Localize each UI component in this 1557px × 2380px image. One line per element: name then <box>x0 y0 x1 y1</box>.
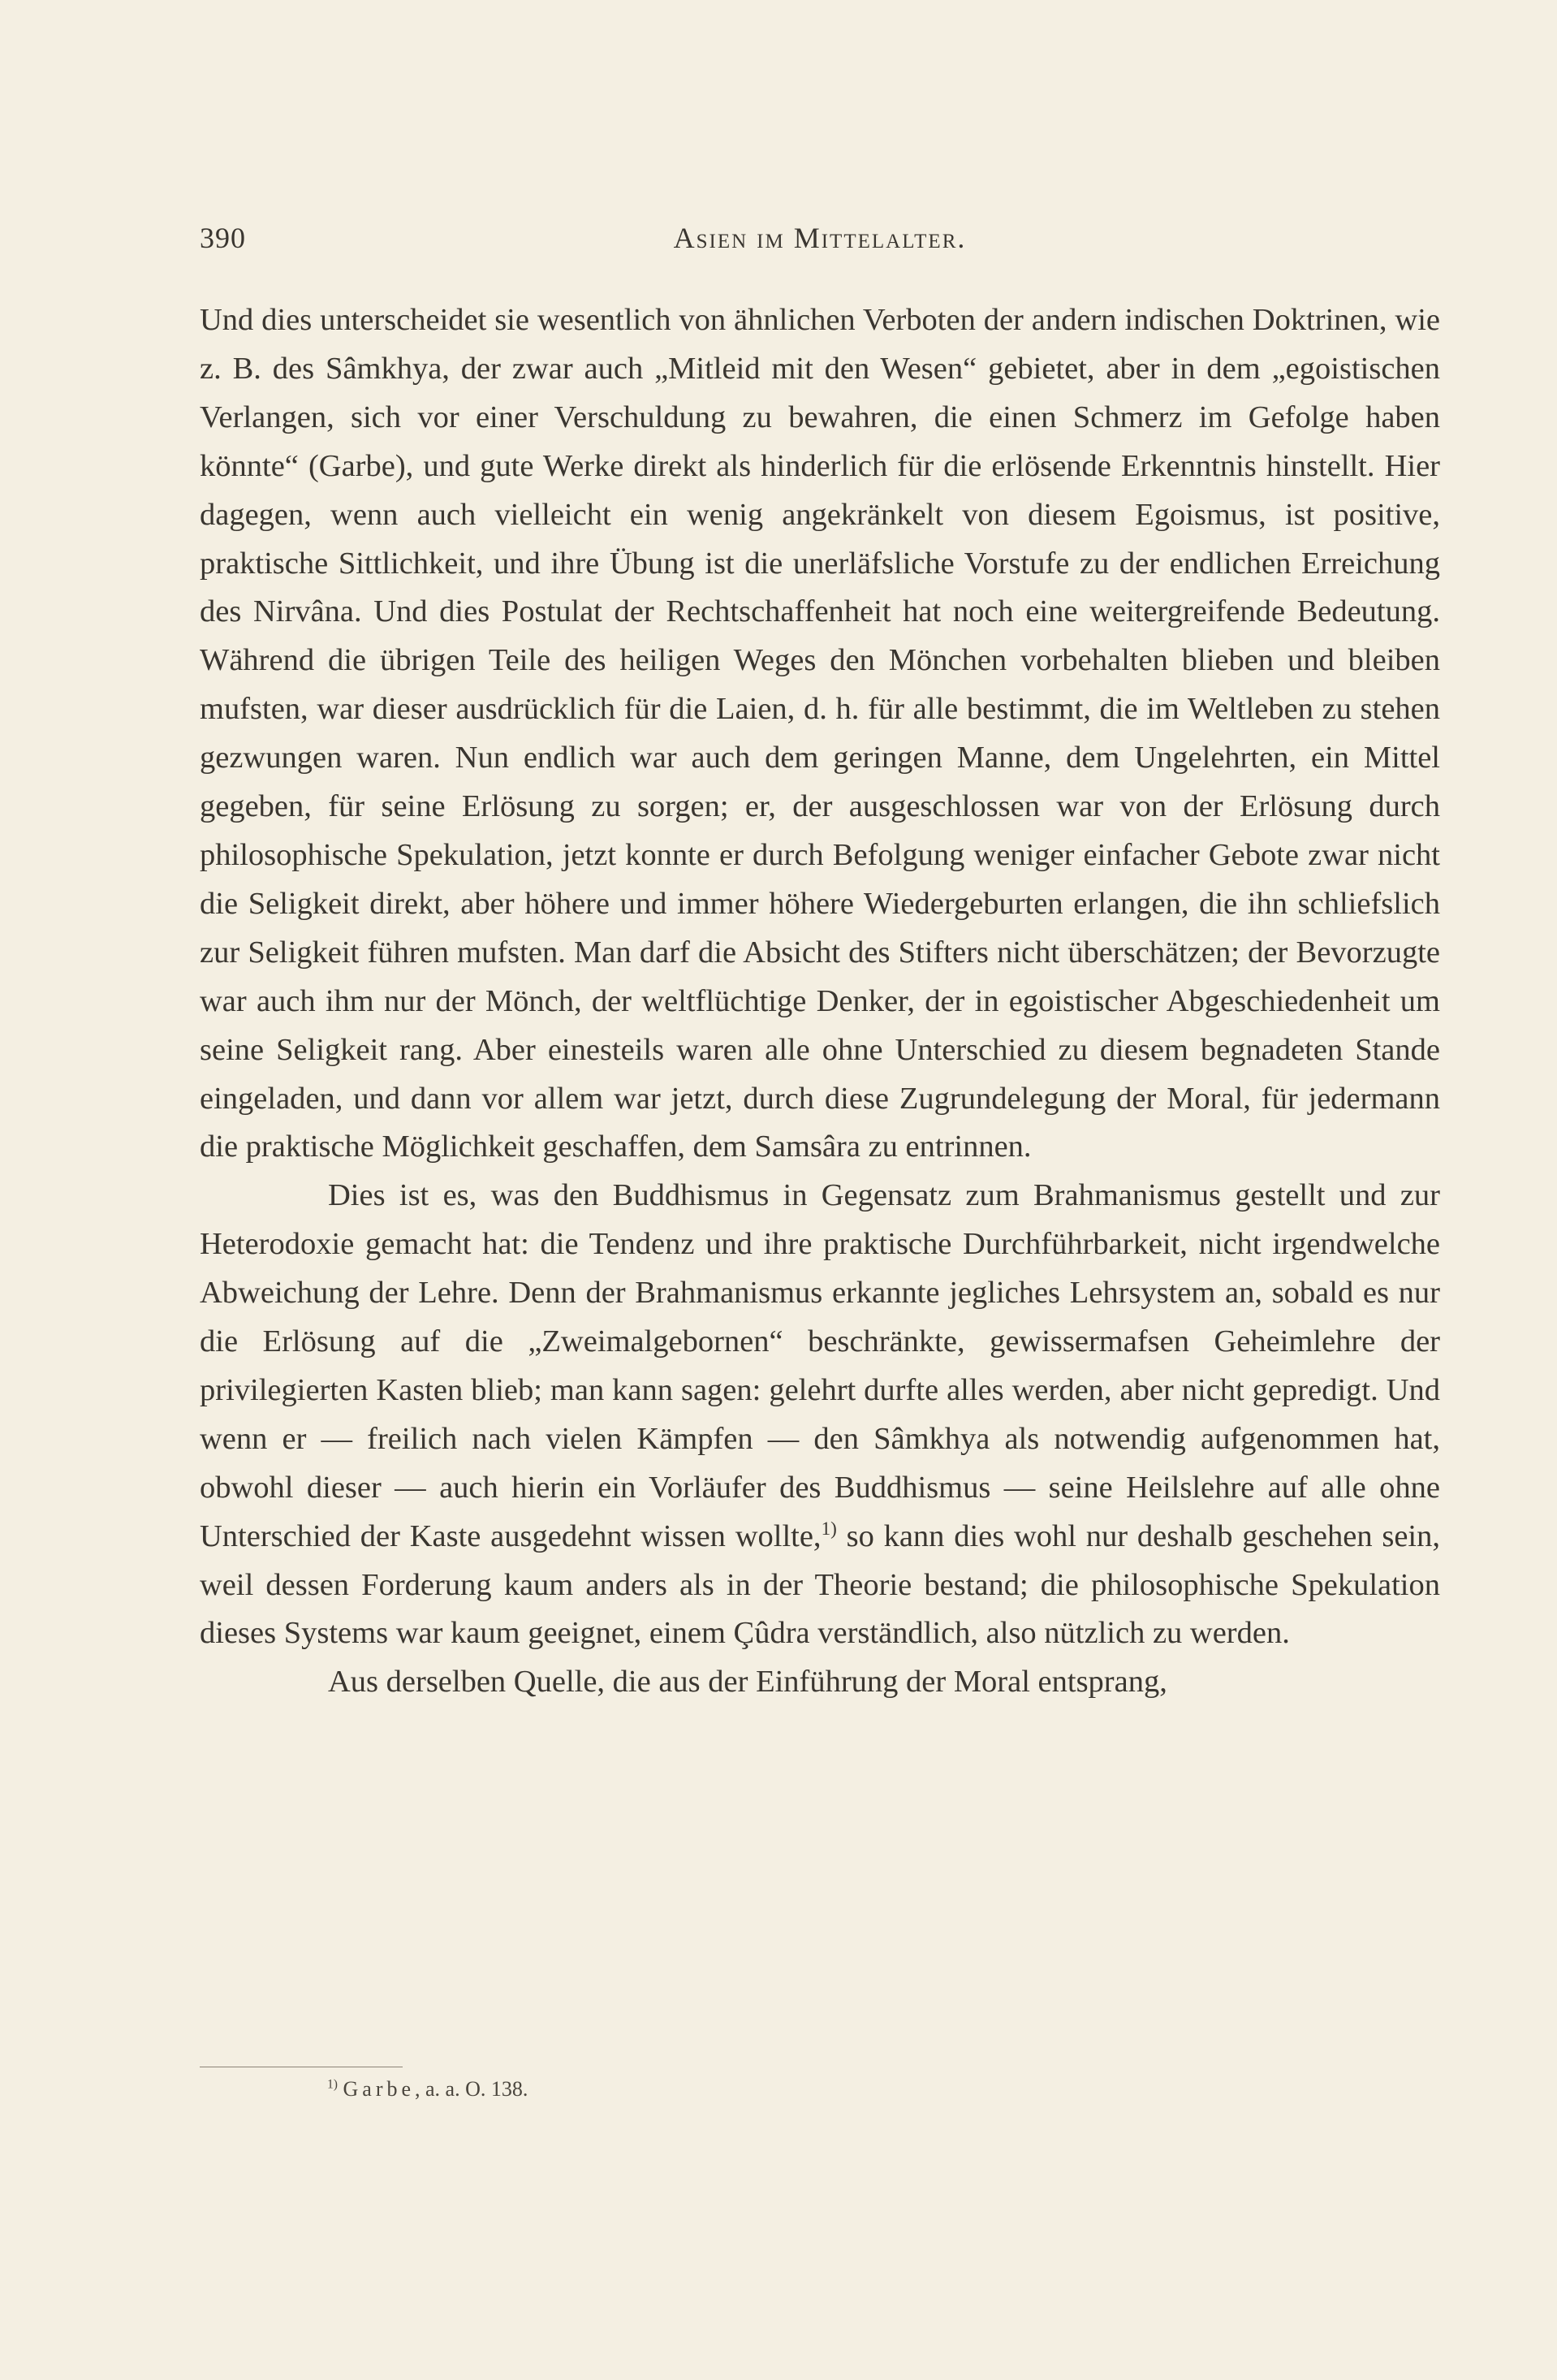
paragraph-text: Dies ist es, was den Buddhismus in Gegensatz zum Brahmanismus gestellt und zur Heterodoxie gemacht hat: die Tendenz und ihre praktische Durchführbarkeit, nicht irgendwelche Abweichung der Lehre. Denn der Brahmanismus erkannte jegliches Lehrsystem an, sobald es nur die Erlösung auf die „Zweimalgebornen“ beschränkte, gewissermafsen Geheimlehre der privilegierten Kasten blieb; man kann sagen: gelehrt durfte alles werden, aber nicht gepredigt. Und wenn er — freilich nach vielen Kämpfen — den Sâmkhya als notwendig aufgenommen hat, obwohl dieser — auch hierin ein Vorläufer des Buddhismus — seine Heilslehre auf alle ohne Unterschied der Kaste ausgedehnt wissen wollte, <box>200 1178 1440 1553</box>
footnote-citation: , a. a. O. 138. <box>415 2077 528 2101</box>
page-header <box>200 221 1440 261</box>
paragraph-text: so kann dies wohl nur deshalb geschehen sein, weil dessen Forderung kaum anders als in der Theorie bestand; die philosophische Spekulation dieses Systems war kaum geeignet, einem Çûdra verständlich, also nützlich zu werden. <box>200 1518 1440 1651</box>
page-number: 390 <box>200 222 246 254</box>
paragraph <box>200 1172 1440 1658</box>
body-text <box>200 296 1440 1707</box>
footnote-author: Garbe <box>343 2077 416 2101</box>
footnote-reference[interactable]: 1) <box>821 1517 837 1539</box>
running-title: Asien im Mittelalter. <box>673 222 967 254</box>
paragraph <box>200 296 1440 1172</box>
paragraph <box>200 1658 1440 1707</box>
footnote <box>327 2077 528 2101</box>
footnote-marker: 1) <box>327 2077 338 2092</box>
paragraph-text: Aus derselben Quelle, die aus der Einführung der Moral entsprang, <box>328 1665 1167 1700</box>
paragraph-text: Und dies unterscheidet sie wesentlich von ähnlichen Verboten der andern indischen Doktrinen, wie z. B. des Sâmkhya, der zwar auch „Mitleid mit den Wesen“ gebietet, aber in dem „egoistischen Verlangen, sich vor einer Verschuldung zu bewahren, die einen Schmerz im Gefolge haben könnte“ (Garbe), und gute Werke direkt als hinderlich für die erlösende Erkenntnis hinstellt. Hier dagegen, wenn auch vielleicht ein wenig angekränkelt von diesem Egoismus, ist positive, praktische Sittlichkeit, und ihre Übung ist die unerläfsliche Vorstufe zu der endlichen Erreichung des Nirvâna. Und dies Postulat der Rechtschaffenheit hat noch eine weitergreifende Bedeutung. Während die übrigen Teile des heiligen Weges den Mönchen vorbehalten blieben und bleiben mufsten, war dieser ausdrücklich für die Laien, d. h. für alle bestimmt, die im Weltleben zu stehen gezwungen waren. Nun endlich war auch dem geringen Manne, dem Ungelehrten, ein Mittel gegeben, für seine Erlösung zu sorgen; er, der ausgeschlossen war von der Erlösung durch philosophische Spekulation, jetzt konnte er durch Befolgung weniger einfacher Gebote zwar nicht die Seligkeit direkt, aber höhere und immer höhere Wiedergeburten erlangen, die ihn schliefslich zur Seligkeit führen mufsten. Man darf die Absicht des Stifters nicht überschätzen; der Bevorzugte war auch ihm nur der Mönch, der weltflüchtige Denker, der in egoistischer Abgeschiedenheit um seine Seligkeit rang. Aber einesteils waren alle ohne Unterschied zu diesem begnadeten Stande eingeladen, und dann vor allem war jetzt, durch diese Zugrundelegung der Moral, für jedermann die praktische Möglichkeit geschaffen, dem Samsâra zu entrinnen. <box>200 303 1440 1164</box>
